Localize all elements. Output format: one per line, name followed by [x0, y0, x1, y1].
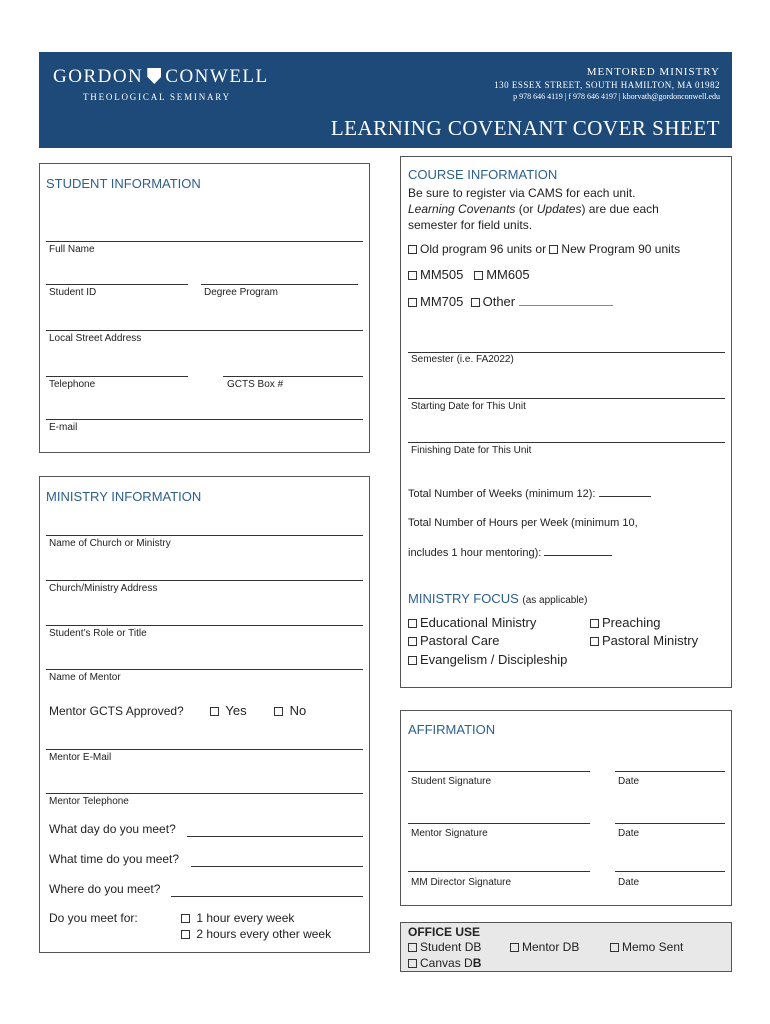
course-info-title: COURSE INFORMATION — [408, 167, 558, 182]
checkbox-icon[interactable] — [210, 707, 219, 716]
unit-row-1 — [408, 267, 530, 282]
memo-sent-label: Memo Sent — [622, 940, 684, 954]
canvas-db-label: Canvas D — [420, 956, 473, 970]
finish-date-label: Finishing Date for This Unit — [411, 445, 532, 456]
what-day-field[interactable] — [187, 836, 363, 837]
mentor-date-label: Date — [618, 828, 640, 839]
educational-option[interactable] — [408, 615, 536, 630]
finish-date-field[interactable] — [408, 442, 725, 443]
checkbox-icon[interactable] — [408, 656, 417, 665]
checkbox-icon[interactable] — [471, 298, 480, 307]
affirmation-box — [400, 710, 732, 906]
mentor-approved-question: Mentor GCTS Approved? — [49, 704, 184, 718]
meet-for-label: Do you meet for: — [49, 911, 138, 925]
canvas-db-option[interactable] — [408, 956, 481, 970]
mentor-phone-field[interactable] — [46, 793, 363, 794]
mentor-name-label: Name of Mentor — [49, 672, 121, 683]
checkbox-icon[interactable] — [274, 707, 283, 716]
semester-field[interactable] — [408, 352, 725, 353]
student-db-option[interactable] — [408, 940, 481, 954]
role-field[interactable] — [46, 625, 363, 626]
new-program-label: New Program 90 units — [561, 242, 681, 256]
director-signature-field[interactable] — [408, 871, 590, 872]
pastoral-ministry-label: Pastoral Ministry — [602, 633, 699, 648]
start-date-field[interactable] — [408, 398, 725, 399]
what-time-label: What time do you meet? — [49, 852, 180, 866]
student-date-field[interactable] — [615, 771, 725, 772]
full-name-field[interactable] — [46, 241, 363, 242]
ministry-info-title: MINISTRY INFORMATION — [46, 489, 202, 504]
logo-name-right: CONWELL — [165, 66, 269, 87]
office-use-box — [400, 922, 732, 972]
evangelism-label: Evangelism / Discipleship — [420, 652, 568, 667]
unit-row-2 — [408, 294, 613, 309]
hours-line-1: Total Number of Hours per Week (minimum 10, — [408, 517, 638, 529]
course-info-box — [400, 156, 732, 688]
office-phone-email: p 978 646 4119 | f 978 646 4197 | kborvath@gordonconwell.edu — [513, 92, 720, 101]
where-field[interactable] — [171, 896, 363, 897]
church-field[interactable] — [46, 535, 363, 536]
hours-field[interactable] — [544, 555, 612, 556]
address-label: Local Street Address — [49, 333, 142, 344]
mentor-name-field[interactable] — [46, 669, 363, 670]
checkbox-icon[interactable] — [408, 619, 417, 628]
logo-name-left: GORDON — [53, 66, 144, 87]
telephone-label: Telephone — [49, 379, 96, 390]
checkbox-icon[interactable] — [590, 637, 599, 646]
mentor-signature-field[interactable] — [408, 823, 590, 824]
mm705-label: MM705 — [420, 294, 464, 309]
church-address-label: Church/Ministry Address — [49, 583, 158, 594]
office-name: MENTORED MINISTRY — [586, 66, 720, 78]
weeks-label: Total Number of Weeks (minimum 12): — [408, 488, 596, 500]
student-signature-field[interactable] — [408, 771, 590, 772]
checkbox-icon[interactable] — [610, 943, 619, 952]
checkbox-icon[interactable] — [510, 943, 519, 952]
email-field[interactable] — [46, 419, 363, 420]
other-label: Other — [482, 294, 516, 309]
church-label: Name of Church or Ministry — [49, 538, 171, 549]
what-day-label: What day do you meet? — [49, 822, 176, 836]
canvas-db-label-bold: B — [472, 956, 482, 970]
checkbox-icon[interactable] — [408, 959, 417, 968]
checkbox-icon[interactable] — [474, 271, 483, 280]
two-hours-label: 2 hours every other week — [196, 927, 332, 941]
header-banner — [39, 52, 732, 148]
one-hour-option[interactable] — [181, 911, 294, 925]
course-note-1: Be sure to register via CAMS for each unit. — [408, 186, 636, 200]
pastoral-care-option[interactable] — [408, 633, 499, 648]
focus-title: MINISTRY FOCUS — [408, 591, 519, 606]
ministry-focus-title — [408, 591, 587, 606]
checkbox-icon[interactable] — [408, 637, 417, 646]
note-end: ) are due each — [581, 202, 659, 216]
evangelism-option[interactable] — [408, 652, 567, 667]
what-time-field[interactable] — [191, 866, 363, 867]
other-field[interactable] — [519, 305, 613, 306]
pastoral-ministry-option[interactable] — [590, 633, 698, 648]
course-note-3: semester for field units. — [408, 218, 533, 232]
student-signature-label: Student Signature — [411, 776, 492, 787]
degree-program-field[interactable] — [201, 284, 358, 285]
director-date-field[interactable] — [615, 871, 725, 872]
email-label: E-mail — [49, 422, 78, 433]
student-date-label: Date — [618, 776, 640, 787]
two-hours-option[interactable] — [181, 927, 331, 941]
telephone-field[interactable] — [46, 376, 188, 377]
ministry-info-box — [39, 476, 370, 953]
box-label: GCTS Box # — [227, 379, 284, 390]
mm605-label: MM605 — [486, 267, 530, 282]
yes-label: Yes — [225, 703, 247, 718]
degree-program-label: Degree Program — [204, 287, 278, 298]
director-date-label: Date — [618, 877, 640, 888]
note-mid: (or — [515, 202, 537, 216]
checkbox-icon[interactable] — [408, 245, 417, 254]
mm505-label: MM505 — [420, 267, 464, 282]
checkbox-icon[interactable] — [408, 298, 417, 307]
mentor-email-field[interactable] — [46, 749, 363, 750]
role-label: Student’s Role or Title — [49, 628, 147, 639]
office-contact — [494, 66, 720, 101]
student-info-title: STUDENT INFORMATION — [46, 176, 201, 191]
student-id-label: Student ID — [49, 287, 97, 298]
office-use-title: OFFICE USE — [408, 925, 481, 939]
checkbox-icon[interactable] — [181, 930, 190, 939]
address-field[interactable] — [46, 330, 363, 331]
note-italic-1: Learning Covenants — [408, 202, 516, 216]
one-hour-label: 1 hour every week — [196, 911, 295, 925]
office-address: 130 ESSEX STREET, SOUTH HAMILTON, MA 01982 — [494, 80, 720, 90]
weeks-row — [408, 488, 651, 500]
mentor-date-field[interactable] — [615, 823, 725, 824]
hours-label: includes 1 hour mentoring): — [408, 547, 542, 559]
course-note-2 — [408, 202, 659, 216]
preaching-option[interactable] — [590, 615, 661, 630]
affirmation-title: AFFIRMATION — [408, 722, 496, 737]
full-name-label: Full Name — [49, 244, 95, 255]
pastoral-care-label: Pastoral Care — [420, 633, 500, 648]
mentor-db-option[interactable] — [510, 940, 579, 954]
shield-icon — [147, 68, 161, 84]
logo-subtitle: THEOLOGICAL SEMINARY — [83, 92, 231, 102]
preaching-label: Preaching — [602, 615, 661, 630]
checkbox-icon[interactable] — [408, 943, 417, 952]
page-title: LEARNING COVENANT COVER SHEET — [330, 116, 720, 140]
mentor-phone-label: Mentor Telephone — [49, 796, 129, 807]
checkbox-icon[interactable] — [590, 619, 599, 628]
box-field[interactable] — [223, 376, 363, 377]
checkbox-icon[interactable] — [549, 245, 558, 254]
where-label: Where do you meet? — [49, 882, 161, 896]
memo-sent-option[interactable] — [610, 940, 683, 954]
mentor-email-label: Mentor E-Mail — [49, 752, 112, 763]
program-options — [408, 242, 680, 256]
note-italic-2: Updates — [536, 202, 582, 216]
checkbox-icon[interactable] — [181, 914, 190, 923]
hours-row — [408, 547, 612, 559]
no-label: No — [289, 703, 307, 718]
logo — [53, 66, 269, 88]
director-signature-label: MM Director Signature — [411, 877, 512, 888]
student-db-label: Student DB — [420, 940, 482, 954]
mentor-signature-label: Mentor Signature — [411, 828, 488, 839]
focus-note: (as applicable) — [522, 595, 588, 606]
mentor-db-label: Mentor DB — [522, 940, 580, 954]
semester-label: Semester (i.e. FA2022) — [411, 354, 514, 365]
start-date-label: Starting Date for This Unit — [411, 401, 526, 412]
church-address-field[interactable] — [46, 580, 363, 581]
approved-yes-option[interactable] — [210, 703, 247, 718]
weeks-field[interactable] — [599, 496, 651, 497]
approved-no-option[interactable] — [274, 703, 306, 718]
student-id-field[interactable] — [46, 284, 188, 285]
student-info-box — [39, 163, 370, 453]
checkbox-icon[interactable] — [408, 271, 417, 280]
educational-label: Educational Ministry — [420, 615, 537, 630]
old-program-label: Old program 96 units or — [420, 242, 547, 256]
